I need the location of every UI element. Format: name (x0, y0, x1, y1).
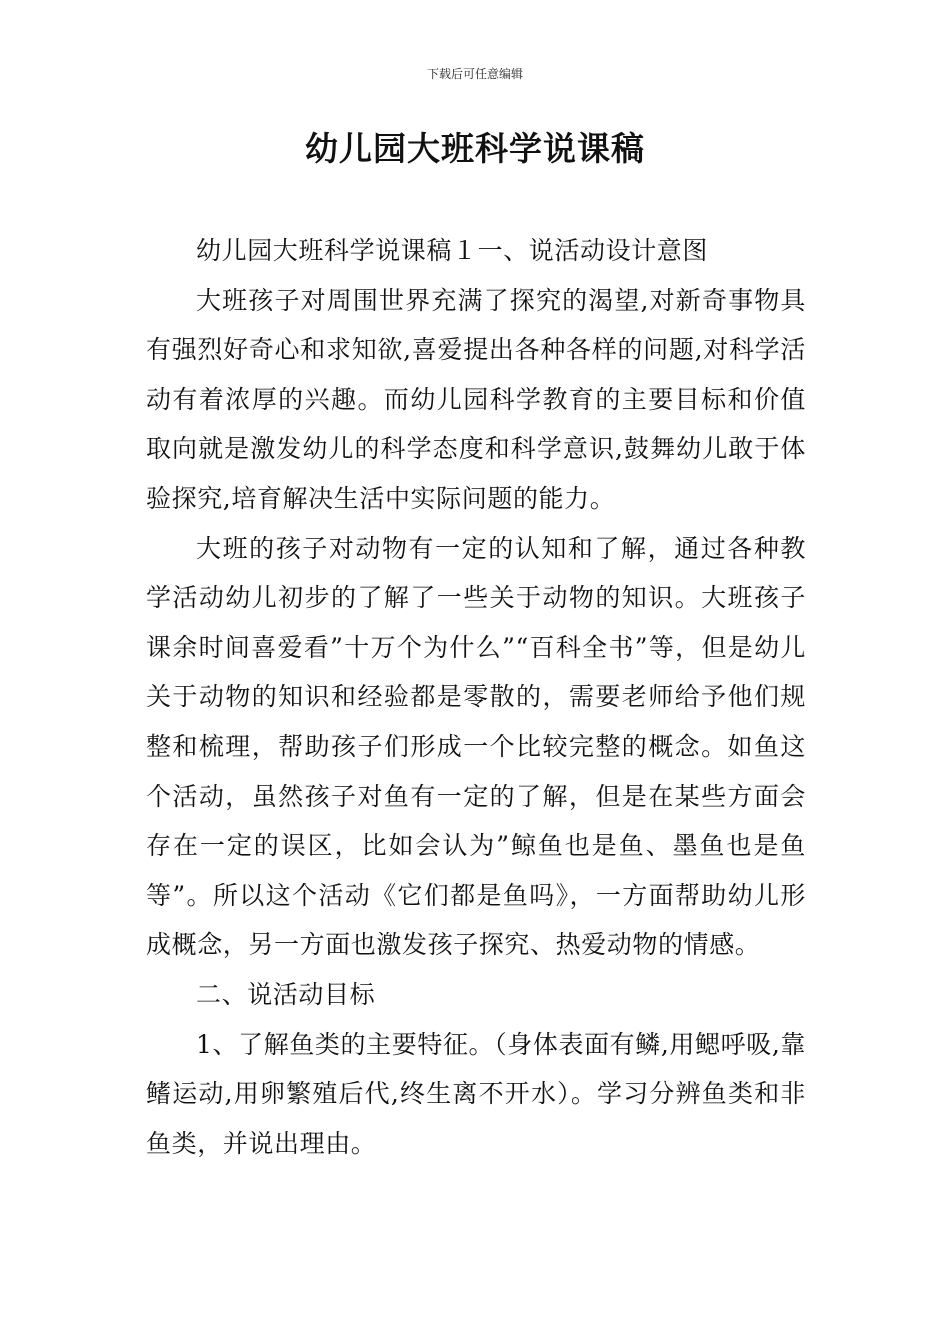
header-note: 下载后可任意编辑 (426, 67, 523, 81)
paragraph-section-two-heading: 二、说活动目标 (196, 979, 376, 1009)
paragraph-section-one-heading: 幼儿园大班科学说课稿１一、说活动设计意图 (196, 236, 709, 265)
document-body (146, 226, 806, 1168)
document-title: 幼儿园大班科学说课稿 (305, 129, 645, 168)
paragraph-design-intent-2: 大班的孩子对动物有一定的认知和了解，通过各种教学活动幼儿初步的了解了一些关于动物的知识。大班孩子课余时间喜爱看”十万个为什么”“百科全书”等，但是幼儿关于动物的知识和经验都是零散的，需要老师给予他们规整和梳理，帮助孩子们形成一个比较完整的概念。如鱼这个活动，虽然孩子对鱼有一定的了解，但是在某些方面会存在一定的误区，比如会认为”鲸鱼也是鱼、墨鱼也是鱼等”。所以这个活动《它们都是鱼吗》，一方面帮助幼儿形成概念，另一方面也激发孩子探究、热爱动物的情感。 (146, 533, 806, 960)
paragraph-goal-1: 1、了解鱼类的主要特征。（身体表面有鳞,用鳃呼吸,靠鳍运动,用卵繁殖后代,终生离不开水）。学习分辨鱼类和非鱼类，并说出理由。 (146, 1029, 806, 1158)
paragraph-design-intent-1: 大班孩子对周围世界充满了探究的渴望,对新奇事物具有强烈好奇心和求知欲,喜爱提出各种各样的问题,对科学活动有着浓厚的兴趣。而幼儿园科学教育的主要目标和价值取向就是激发幼儿的科学态度和科学意识,鼓舞幼儿敢于体验探究,培育解决生活中实际问题的能力。 (146, 285, 806, 513)
